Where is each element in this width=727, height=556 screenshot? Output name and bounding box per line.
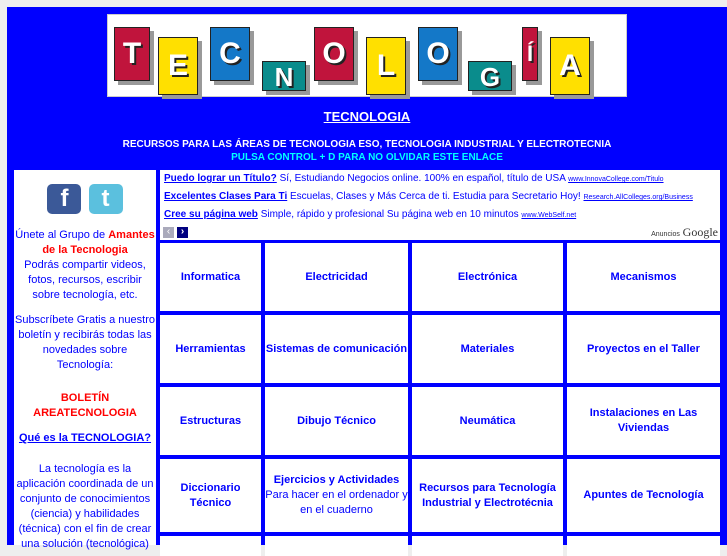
category-cell[interactable] (265, 536, 408, 556)
join-text: Únete al Grupo de (15, 229, 109, 241)
category-cell[interactable] (412, 459, 563, 532)
category-cell[interactable] (412, 315, 563, 383)
category-title: Apuntes de Tecnología (583, 489, 704, 501)
bookmark-hint: PULSA CONTROL + D PARA NO OLVIDAR ESTE ENLACE (231, 152, 503, 163)
category-cell[interactable] (160, 459, 261, 532)
logo-letter-tile: G (468, 61, 512, 91)
category-title: Dibujo Técnico (297, 414, 376, 427)
category-cell[interactable] (412, 387, 563, 455)
subtitle: RECURSOS PARA LAS ÁREAS DE TECNOLOGIA ESO, TECNOLOGIA INDUSTRIAL Y ELECTROTECNIA (122, 139, 612, 150)
sidebar (14, 170, 156, 550)
category-cell[interactable] (412, 536, 563, 556)
ads-next-button[interactable]: › (177, 227, 188, 238)
logo-letter-tile: Í (522, 27, 538, 81)
definition-text: La tecnología es la aplicación coordinada de un conjunto de conocimientos (ciencia) y habilidades (técnica) con el fin de crear una solución (tecnológica) (16, 463, 154, 550)
category-cell[interactable] (160, 536, 261, 556)
twitter-icon[interactable]: t (89, 184, 123, 214)
ad-item[interactable]: Puedo lograr un Título? Sí, Estudiando Negocios online. 100% en español, título de USA www.InnovaCollege.com/Titulo (164, 173, 664, 184)
group-link[interactable]: Amantes de la Tecnologia (42, 229, 155, 256)
category-cell[interactable] (567, 315, 720, 383)
category-title: Proyectos en el Taller (587, 342, 700, 355)
bulletin-link[interactable]: BOLETÍN AREATECNOLOGIA (33, 392, 137, 419)
page-title[interactable]: TECNOLOGIA (323, 109, 411, 124)
category-cell[interactable] (412, 243, 563, 311)
ads-label[interactable]: Anuncios Google (651, 225, 718, 239)
logo-letter-tile: C (210, 27, 250, 81)
category-title: Informatica (180, 270, 241, 283)
what-is-technology-link[interactable]: Qué es la TECNOLOGIA? (18, 432, 152, 444)
category-cell[interactable] (567, 459, 720, 532)
category-title: Herramientas (175, 342, 246, 355)
category-cell[interactable] (265, 315, 408, 383)
category-cell[interactable] (265, 243, 408, 311)
category-title: Neumática (459, 414, 516, 427)
category-title: Sistemas de comunicación (265, 342, 408, 355)
category-title: Instalaciones en Las Viviendas (589, 407, 698, 434)
category-title: Diccionario Técnico (180, 481, 241, 509)
tecnologia-logo[interactable] (107, 14, 627, 97)
logo-letter-tile: O (418, 27, 458, 81)
logo-letter-tile: L (366, 37, 406, 95)
ads-box (160, 170, 720, 240)
category-cell[interactable] (160, 387, 261, 455)
logo-letter-tile: T (114, 27, 150, 81)
ad-item[interactable]: Excelentes Clases Para Ti Escuelas, Clases y Más Cerca de ti. Estudia para Secretario Hoy! Research.AllColleges.org/Business (164, 191, 693, 202)
logo-letter-tile: A (550, 37, 590, 95)
category-title: Electricidad (305, 270, 368, 283)
category-cell[interactable] (567, 387, 720, 455)
category-cell[interactable] (160, 315, 261, 383)
category-cell[interactable] (567, 536, 720, 556)
category-cell[interactable] (265, 387, 408, 455)
logo-letter-tile: N (262, 61, 306, 91)
category-cell[interactable] (567, 243, 720, 311)
category-title: Recursos para Tecnología Industrial y Electrotécnia (419, 481, 556, 509)
category-title: Electrónica (457, 270, 518, 283)
category-title: Mecanismos (610, 270, 677, 283)
category-cell[interactable] (160, 243, 261, 311)
category-title: Estructuras (179, 414, 242, 427)
category-cell[interactable] (265, 459, 408, 532)
facebook-icon[interactable]: f (47, 184, 81, 214)
ads-prev-button[interactable]: ‹ (163, 227, 174, 238)
subscribe-text: Subscríbete Gratis a nuestro boletín y recibirás todas las novedades sobre Tecnología: (14, 314, 155, 371)
category-title: Materiales (460, 342, 515, 355)
join-description: Podrás compartir videos, fotos, recursos, escribir sobre tecnología, etc. (24, 259, 146, 301)
logo-letter-tile: E (158, 37, 198, 95)
logo-letter-tile: O (314, 27, 354, 81)
category-title: Ejercicios y Actividades (273, 474, 400, 486)
ad-item[interactable]: Cree su página web Simple, rápido y profesional Su página web en 10 minutos www.WebSelf.net (164, 209, 577, 220)
category-subtitle: Para hacer en el ordenador y en el cuaderno (265, 489, 408, 516)
